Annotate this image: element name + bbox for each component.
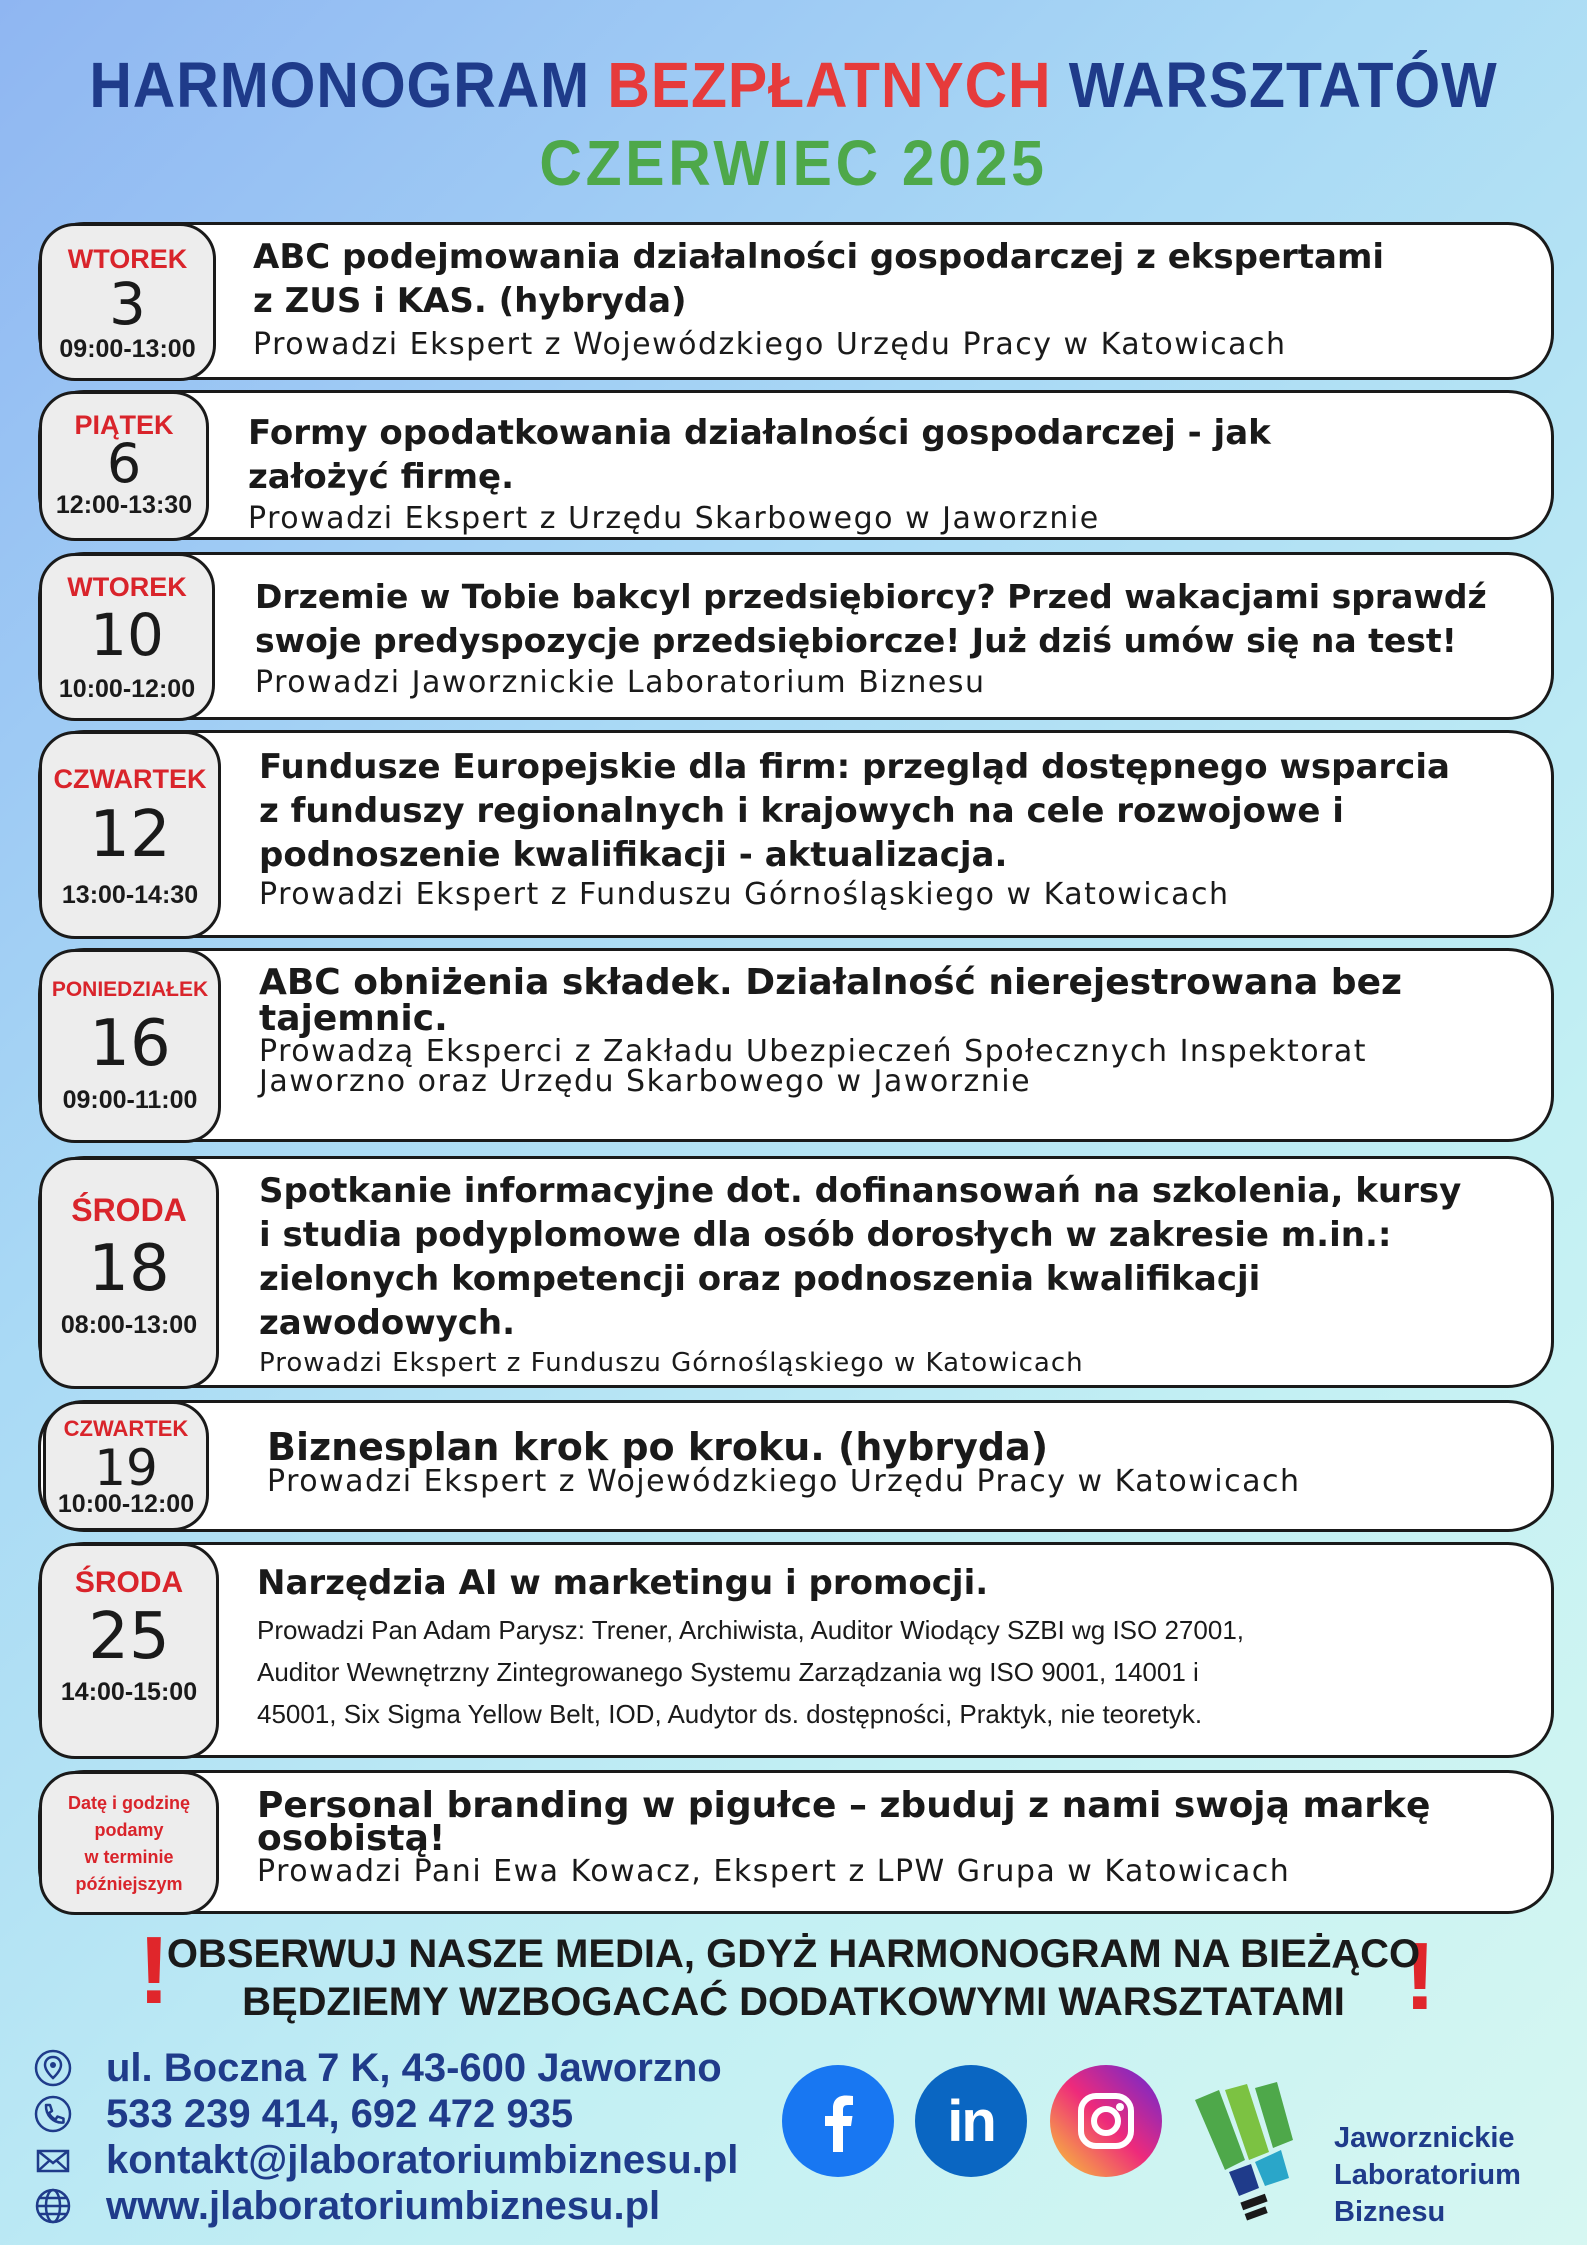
day-number: 19 <box>94 1439 158 1497</box>
event-card <box>38 552 1554 720</box>
date-box <box>39 1771 219 1915</box>
event-presenter: Prowadzi Ekspert z Urzędu Skarbowego w Jaworznie <box>248 501 1100 536</box>
day-number: 3 <box>109 270 146 338</box>
contact-website: www.jlaboratoriumbiznesu.pl <box>30 2183 738 2229</box>
notice-line: BĘDZIEMY WZBOGACAĆ DODATKOWYMI WARSZTATAMI <box>242 1980 1345 2024</box>
date-box <box>43 1401 209 1531</box>
event-time: 10:00-12:00 <box>57 1490 195 1518</box>
date-box <box>39 1543 219 1759</box>
event-presenter: Prowadzi Pan Adam Parysz: Trener, Archiwista, Auditor Wiodący SZBI wg ISO 27001, Auditor Wewnętrzny Zintegrowanego Systemu Zarządzania wg ISO 9001, 14001 i 45001, Six Sigma Yellow Belt, IOD, Audytor ds. dostępności, Praktyk, nie teoretyk. <box>257 1615 1244 1729</box>
location-pin-icon <box>30 2045 76 2091</box>
contact-info <box>30 2045 738 2229</box>
event-title: Spotkanie informacyjne dot. dofinansowań na szkolenia, kursy i studia podyplomowe dla osób dorosłych w zakresie m.in.: zielonych kompetencji oraz podnoszenia kwalifikacji zawodowych. <box>259 1171 1462 1343</box>
event-title: Formy opodatkowania działalności gospodarczej - jak założyć firmę. <box>248 413 1271 497</box>
day-of-week: WTOREK <box>67 572 187 602</box>
contact-address: ul. Boczna 7 K, 43-600 Jaworzno <box>30 2045 738 2091</box>
event-card <box>38 1542 1554 1758</box>
event-content <box>257 1785 1521 1889</box>
event-time: 12:00-13:30 <box>55 491 193 519</box>
day-of-week: CZWARTEK <box>53 764 207 794</box>
event-title: Drzemie w Tobie bakcyl przedsiębiorcy? Przed wakacjami sprawdź swoje predyspozycje przedsiębiorcze! Już dziś umów się na test! <box>255 577 1487 660</box>
event-presenter: Prowadzi Pani Ewa Kowacz, Ekspert z LPW Grupa w Katowicach <box>257 1854 1291 1889</box>
title-part-harmonogram: HARMONOGRAM <box>89 49 591 121</box>
event-content <box>267 1427 1521 1497</box>
day-number: 16 <box>89 1007 171 1081</box>
event-time: 09:00-13:00 <box>59 335 196 363</box>
event-presenter: Prowadzi Ekspert z Wojewódzkiego Urzędu Pracy w Katowicach <box>267 1464 1301 1499</box>
event-title: Fundusze Europejskie dla firm: przegląd dostępnego wsparcia z funduszy regionalnych i krajowych na cele rozwojowe i podnoszenie kwalifikacji - aktualizacja. <box>259 747 1450 875</box>
date-box <box>39 223 216 381</box>
exclamation-icon: ! <box>138 1917 170 2024</box>
phone-icon <box>30 2091 76 2137</box>
event-card <box>38 1156 1554 1388</box>
day-of-week: PONIEDZIAŁEK <box>51 978 209 1001</box>
contact-email: kontakt@jlaboratoriumbiznesu.pl <box>30 2137 738 2183</box>
day-number: 12 <box>89 798 171 872</box>
event-content <box>259 962 1521 1099</box>
event-card <box>38 730 1554 938</box>
instagram-icon[interactable] <box>1050 2065 1162 2177</box>
event-content <box>259 745 1521 913</box>
event-presenter: Prowadzi Jaworznickie Laboratorium Biznesu <box>255 665 986 700</box>
date-note: Datę i godzinę podamy w terminie późniejszym <box>67 1793 190 1894</box>
page-subtitle: CZERWIEC 2025 <box>539 127 1048 199</box>
event-title: Personal branding w pigułce – zbuduj z nami swoją markę osobistą! <box>257 1785 1431 1859</box>
event-title: Narzędzia AI w marketingu i promocji. <box>257 1563 989 1603</box>
day-of-week: PIĄTEK <box>74 410 174 440</box>
event-time: 14:00-15:00 <box>60 1678 198 1706</box>
title-part-bezplatnych: BEZPŁATNYCH <box>607 49 1052 121</box>
day-of-week: CZWARTEK <box>63 1416 189 1441</box>
date-box <box>39 553 215 721</box>
event-presenter: Prowadzi Ekspert z Wojewódzkiego Urzędu Pracy w Katowicach <box>253 327 1287 362</box>
event-content <box>255 575 1521 701</box>
date-box <box>39 1157 219 1389</box>
event-content <box>257 1561 1521 1735</box>
notice-line: OBSERWUJ NASZE MEDIA, GDYŻ HARMONOGRAM NA BIEŻĄCO <box>166 1932 1421 1976</box>
event-time: 09:00-11:00 <box>62 1086 198 1114</box>
event-card <box>38 1770 1554 1914</box>
day-number: 6 <box>106 432 142 495</box>
event-time: 10:00-12:00 <box>58 675 196 703</box>
day-number: 25 <box>88 1600 170 1674</box>
logo-mark <box>1185 2080 1315 2230</box>
envelope-icon <box>30 2137 76 2183</box>
event-presenter: Prowadzą Eksperci z Zakładu Ubezpieczeń Społecznych Inspektorat Jaworzno oraz Urzędu Skarbowego w Jaworznie <box>259 1034 1368 1099</box>
event-card <box>38 1400 1554 1532</box>
exclamation-icon: ! <box>1404 1923 1436 2030</box>
event-card <box>38 948 1554 1142</box>
event-title: ABC obniżenia składek. Działalność nierejestrowana bez tajemnic. <box>259 962 1402 1039</box>
day-number: 10 <box>90 601 164 669</box>
event-presenter: Prowadzi Ekspert z Funduszu Górnośląskiego w Katowicach <box>259 877 1230 912</box>
event-card <box>38 390 1554 540</box>
event-title: Biznesplan krok po kroku. (hybryda) <box>267 1425 1049 1469</box>
title-part-warsztatow: WARSZTATÓW <box>1068 49 1498 121</box>
event-card <box>38 222 1554 380</box>
event-content <box>253 235 1521 363</box>
facebook-icon[interactable] <box>782 2065 894 2177</box>
contact-phone: 533 239 414, 692 472 935 <box>30 2091 738 2137</box>
day-of-week: ŚRODA <box>74 1566 184 1599</box>
event-time: 13:00-14:30 <box>61 881 199 909</box>
day-of-week: ŚRODA <box>71 1192 187 1228</box>
header <box>0 45 1587 201</box>
date-box <box>39 391 209 541</box>
event-content <box>248 411 1521 537</box>
page-title <box>63 45 1523 125</box>
event-content <box>259 1169 1521 1381</box>
globe-icon <box>30 2183 76 2229</box>
date-box <box>39 949 221 1143</box>
logo-text: Jaworznickie Laboratorium Biznesu <box>1334 2122 1521 2228</box>
event-presenter: Prowadzi Ekspert z Funduszu Górnośląskiego w Katowicach <box>259 1348 1084 1378</box>
day-of-week: WTOREK <box>67 244 188 274</box>
event-title: ABC podejmowania działalności gospodarczej z ekspertami z ZUS i KAS. (hybryda) <box>253 237 1385 321</box>
event-time: 08:00-13:00 <box>60 1311 198 1339</box>
event-list <box>38 222 1558 1922</box>
notice-banner <box>0 1930 1587 2026</box>
linkedin-icon[interactable]: in <box>915 2065 1027 2177</box>
day-number: 18 <box>88 1232 170 1306</box>
date-box <box>39 731 221 939</box>
